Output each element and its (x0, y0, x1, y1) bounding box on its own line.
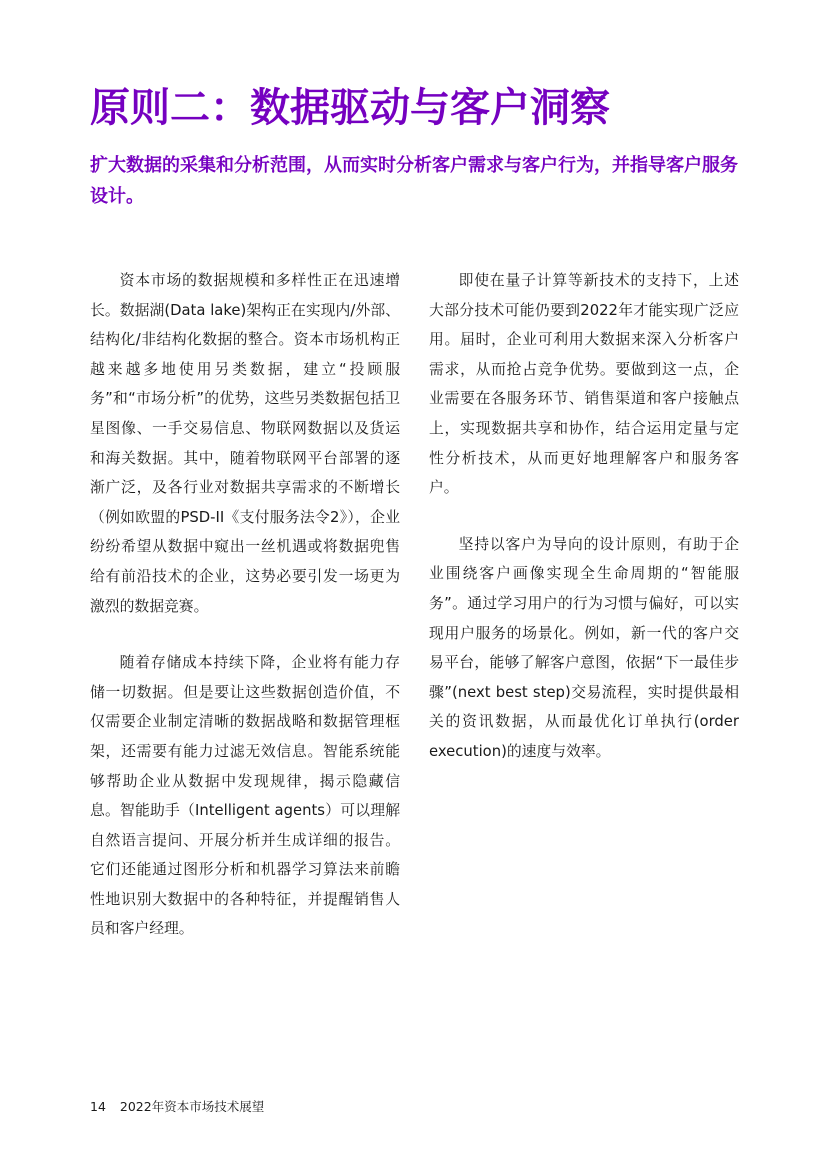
paragraph-quantum-computing: 即使在量子计算等新技术的支持下，上述大部分技术可能仍要到2022年才能实现广泛应用。届时，企业可利用大数据来深入分析客户需求，从而抢占竞争优势。要做到这一点，企业需要在各服务环节、销售渠道和客户接触点上，实现数据共享和协作，结合运用定量与定性分析技术，从而更好地理解客户和服务客户。 (429, 272, 739, 497)
paragraph-data-growth: 资本市场的数据规模和多样性正在迅速增长。数据湖(Data lake)架构正在实现内/外部、结构化/非结构化数据的整合。资本市场机构正越来越多地使用另类数据，建立“投顾服务”和“市场分析”的优势，这些另类数据包括卫星图像、一手交易信息、物联网数据以及货运和海关数据。其中，随着物联网平台部署的逐渐广泛，及各行业对数据共享需求的不断增长（例如欧盟的PSD-II《支付服务法令2》），企业纷纷希望从数据中窥出一丝机遇或将数据兜售给有前沿技术的企业，这势必要引发一场更为激烈的数据竞赛。 (90, 272, 400, 615)
left-column (90, 266, 400, 971)
paragraph-storage-cost: 随着存储成本持续下降，企业将有能力存储一切数据。但是要让这些数据创造价值，不仅需要企业制定清晰的数据战略和数据管理框架，还需要有能力过滤无效信息。智能系统能够帮助企业从数据中发现规律，揭示隐藏信息。智能助手（Intelligent agents）可以理解自然语言提问、开展分析并生成详细的报告。它们还能通过图形分析和机器学习算法来前瞻性地识别大数据中的各种特征，并提醒销售人员和客户经理。 (90, 654, 400, 938)
page-title: 原则二：数据驱动与客户洞察 (90, 85, 610, 131)
page-footer (90, 1098, 264, 1116)
paragraph-customer-centric-design: 坚持以客户为导向的设计原则，有助于企业围绕客户画像实现全生命周期的“智能服务”。通过学习用户的行为习惯与偏好，可以实现用户服务的场景化。例如，新一代的客户交易平台，能够了解客户意图，依据“下一最佳步骤”(next best step)交易流程，实时提供最相关的资讯数据，从而最优化订单执行(order execution)的速度与效率。 (429, 535, 739, 760)
publication-title: 2022年资本市场技术展望 (119, 1099, 265, 1114)
page-subtitle: 扩大数据的采集和分析范围，从而实时分析客户需求与客户行为，并指导客户服务设计。 (90, 155, 738, 207)
page-number: 14 (90, 1099, 106, 1114)
right-column (429, 266, 739, 794)
